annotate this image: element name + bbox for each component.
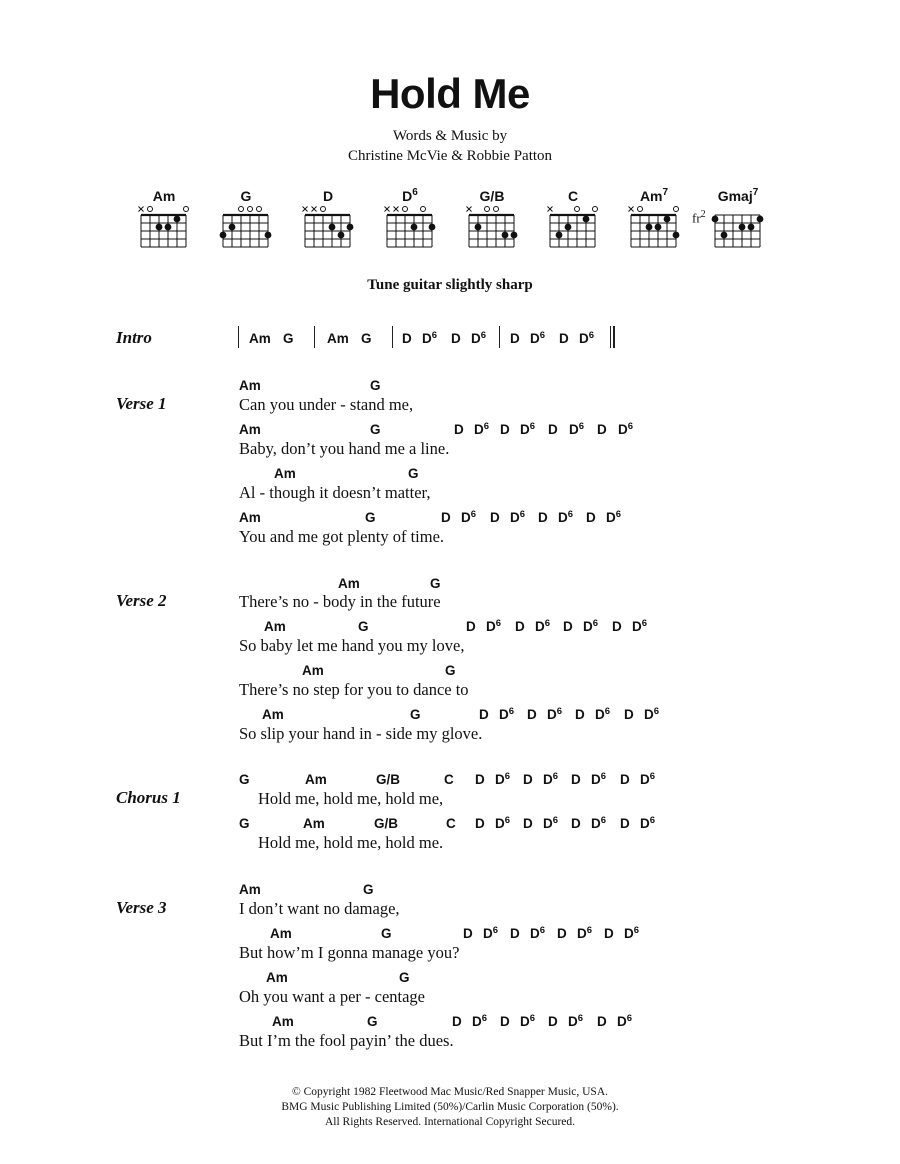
- finger-dot: [429, 224, 436, 231]
- chord-diagram-am7: [624, 188, 684, 250]
- bar-line: [392, 326, 393, 348]
- chord-symbol: $D^6$: [543, 771, 559, 787]
- chord-symbol: $D^6$: [461, 509, 477, 525]
- chord-symbol: $D^6$: [618, 421, 634, 437]
- chord-symbol: $D^6$: [644, 706, 660, 722]
- chord-symbol: D: [490, 510, 500, 525]
- chord-symbol: D: [500, 1014, 510, 1029]
- chord-diagram-name: Am: [152, 188, 176, 204]
- open-string-marker: [148, 207, 153, 212]
- chord-symbol: D: [402, 331, 412, 346]
- chord-symbol: $D^6$: [472, 1013, 488, 1029]
- lyric-line: There’s no - body in the future: [239, 592, 441, 611]
- chord-symbol: Am: [270, 926, 292, 941]
- section-label-chorus-1: Chorus 1: [116, 788, 181, 807]
- finger-dot: [739, 224, 746, 231]
- chord-symbol: D: [441, 510, 451, 525]
- chord-symbol: $D^6$: [624, 925, 640, 941]
- chord-grid-icon: [624, 188, 684, 250]
- chord-symbol: $D^6$: [595, 706, 611, 722]
- open-string-marker: [257, 207, 262, 212]
- lyric-line: Hold me, hold me, hold me,: [258, 789, 444, 808]
- song-title: Hold Me: [370, 70, 530, 117]
- chord-symbol: D: [523, 772, 533, 787]
- chord-symbol: D: [557, 926, 567, 941]
- finger-dot: [565, 224, 572, 231]
- chord-symbol: $D^6$: [558, 509, 574, 525]
- chord-symbol: $D^6$: [577, 925, 593, 941]
- finger-dot: [712, 216, 719, 223]
- bar-line: [238, 326, 239, 348]
- chord-grid-icon: [298, 188, 358, 250]
- chord-symbol: D: [571, 772, 581, 787]
- fret-position-label: $fr^2$: [692, 209, 706, 226]
- chord-symbol: D: [527, 707, 537, 722]
- chord-symbol: G: [365, 510, 376, 525]
- chord-diagram-d6: [380, 188, 440, 250]
- finger-dot: [475, 224, 482, 231]
- section-label-verse-1: Verse 1: [116, 394, 167, 413]
- chord-diagram-name: Am$^7$: [639, 187, 669, 204]
- chord-symbol: Am: [239, 378, 261, 393]
- finger-dot: [156, 224, 163, 231]
- chord-symbol: Am: [303, 816, 325, 831]
- open-string-marker: [575, 207, 580, 212]
- lyric-line: But I’m the fool payin’ the dues.: [239, 1031, 454, 1050]
- chord-symbol: D: [624, 707, 634, 722]
- chord-symbol: $D^6$: [520, 421, 536, 437]
- lyric-line: Al - though it doesn’t matter,: [239, 483, 431, 502]
- chord-symbol: $D^6$: [495, 771, 511, 787]
- section-label-verse-2: Verse 2: [116, 591, 167, 610]
- chord-symbol: G: [283, 331, 294, 346]
- chord-diagram-name: D: [322, 188, 334, 204]
- chord-symbol: D: [510, 331, 520, 346]
- open-string-marker: [321, 207, 326, 212]
- finger-dot: [338, 232, 345, 239]
- chord-symbol: $D^6$: [520, 1013, 536, 1029]
- credit-names: Christine McVie & Robbie Patton: [347, 148, 553, 164]
- finger-dot: [673, 232, 680, 239]
- finger-dot: [721, 232, 728, 239]
- chord-symbol: D: [586, 510, 596, 525]
- chord-symbol: Am: [274, 466, 296, 481]
- finger-dot: [165, 224, 172, 231]
- chord-grid-icon: [543, 188, 603, 250]
- chord-diagram-name: Gmaj$^7$: [717, 187, 759, 204]
- chord-symbol: $D^6$: [591, 815, 607, 831]
- finger-dot: [664, 216, 671, 223]
- lyric-line: Baby, don’t you hand me a line.: [239, 439, 450, 458]
- chord-symbol: D: [620, 816, 630, 831]
- final-bar-line: [610, 326, 615, 348]
- copyright-line-3: All Rights Reserved. International Copyright Secured.: [324, 1116, 576, 1128]
- chord-grid-icon: [380, 188, 440, 250]
- chord-symbol: $D^6$: [471, 330, 487, 346]
- lyric-line: So slip your hand in - side my glove.: [239, 724, 483, 743]
- tuning-note: Tune guitar slightly sharp: [367, 277, 533, 293]
- finger-dot: [748, 224, 755, 231]
- chord-symbol: Am: [264, 619, 286, 634]
- chord-symbol: G: [370, 378, 381, 393]
- chord-symbol: D: [575, 707, 585, 722]
- chord-symbol: $D^6$: [640, 815, 656, 831]
- chord-diagram-c: [543, 188, 603, 250]
- finger-dot: [229, 224, 236, 231]
- chord-symbol: $D^6$: [530, 330, 546, 346]
- chord-symbol: Am: [327, 331, 349, 346]
- chord-grid-icon: [216, 188, 276, 250]
- finger-dot: [174, 216, 181, 223]
- copyright-line-2: BMG Music Publishing Limited (50%)/Carlin Music Corporation (50%).: [281, 1101, 619, 1113]
- copyright-line-1: © Copyright 1982 Fleetwood Mac Music/Red Snapper Music, USA.: [291, 1086, 609, 1098]
- open-string-marker: [239, 207, 244, 212]
- finger-dot: [220, 232, 227, 239]
- section-label-intro: Intro: [116, 328, 152, 347]
- chord-symbol: D: [597, 422, 607, 437]
- chord-symbol: D: [466, 619, 476, 634]
- chord-symbol: $D^6$: [591, 771, 607, 787]
- chord-symbol: Am: [239, 510, 261, 525]
- finger-dot: [655, 224, 662, 231]
- chord-symbol: $D^6$: [569, 421, 585, 437]
- chord-symbol: C: [446, 816, 456, 831]
- chord-symbol: Am: [249, 331, 271, 346]
- chord-diagram-name: G: [240, 188, 252, 204]
- open-string-marker: [403, 207, 408, 212]
- chord-symbol: $D^6$: [486, 618, 502, 634]
- chord-diagram-d: [298, 188, 358, 250]
- chord-symbol: D: [538, 510, 548, 525]
- chord-diagram-name: C: [567, 188, 579, 204]
- chord-symbol: D: [475, 772, 485, 787]
- chord-symbol: $D^6$: [510, 509, 526, 525]
- chord-symbol: $D^6$: [535, 618, 551, 634]
- chord-symbol: G/B: [376, 772, 401, 787]
- finger-dot: [329, 224, 336, 231]
- finger-dot: [502, 232, 509, 239]
- lyric-line: I don’t want no damage,: [239, 899, 400, 918]
- chord-symbol: $D^6$: [474, 421, 490, 437]
- chord-symbol: D: [452, 1014, 462, 1029]
- chord-symbol: Am: [239, 882, 261, 897]
- lyric-line: There’s no step for you to dance to: [239, 680, 469, 699]
- chord-symbol: D: [479, 707, 489, 722]
- chord-symbol: D: [620, 772, 630, 787]
- chord-symbol: Am: [338, 576, 360, 591]
- finger-dot: [347, 224, 354, 231]
- chord-diagram-gb: [462, 188, 522, 250]
- chord-symbol: $D^6$: [547, 706, 563, 722]
- chord-symbol: D: [475, 816, 485, 831]
- chord-symbol: D: [563, 619, 573, 634]
- chord-symbol: G: [410, 707, 421, 722]
- chord-symbol: G: [358, 619, 369, 634]
- chord-symbol: G: [408, 466, 419, 481]
- chord-symbol: $D^6$: [530, 925, 546, 941]
- chord-symbol: Am: [305, 772, 327, 787]
- chord-symbol: $D^6$: [495, 815, 511, 831]
- open-string-marker: [674, 207, 679, 212]
- chord-symbol: $D^6$: [568, 1013, 584, 1029]
- chord-symbol: G: [370, 422, 381, 437]
- chord-symbol: D: [612, 619, 622, 634]
- chord-symbol: G: [361, 331, 372, 346]
- open-string-marker: [638, 207, 643, 212]
- chord-symbol: G: [239, 772, 250, 787]
- open-string-marker: [494, 207, 499, 212]
- finger-dot: [583, 216, 590, 223]
- chord-symbol: $D^6$: [583, 618, 599, 634]
- chord-symbol: $D^6$: [543, 815, 559, 831]
- chord-diagram-gmaj7: [708, 188, 768, 250]
- open-string-marker: [421, 207, 426, 212]
- chord-symbol: D: [510, 926, 520, 941]
- open-string-marker: [485, 207, 490, 212]
- chord-symbol: $D^6$: [579, 330, 595, 346]
- chord-symbol: D: [548, 1014, 558, 1029]
- chord-symbol: D: [451, 331, 461, 346]
- chord-symbol: D: [523, 816, 533, 831]
- open-string-marker: [184, 207, 189, 212]
- chord-grid-icon: [462, 188, 522, 250]
- finger-dot: [646, 224, 653, 231]
- chord-symbol: G/B: [374, 816, 399, 831]
- chord-symbol: D: [515, 619, 525, 634]
- chord-symbol: D: [559, 331, 569, 346]
- chord-symbol: Am: [262, 707, 284, 722]
- chord-symbol: $D^6$: [422, 330, 438, 346]
- chord-symbol: D: [500, 422, 510, 437]
- chord-symbol: $D^6$: [499, 706, 515, 722]
- section-label-verse-3: Verse 3: [116, 898, 167, 917]
- lyric-line: Oh you want a per - centage: [239, 987, 426, 1006]
- chord-symbol: $D^6$: [606, 509, 622, 525]
- chord-symbol: G: [430, 576, 441, 591]
- chord-symbol: Am: [272, 1014, 294, 1029]
- chord-symbol: D: [604, 926, 614, 941]
- chord-symbol: Am: [239, 422, 261, 437]
- bar-line: [499, 326, 500, 348]
- lyric-line: You and me got plenty of time.: [239, 527, 445, 546]
- open-string-marker: [593, 207, 598, 212]
- chord-diagram-name: $D^6$: [402, 187, 418, 204]
- chord-symbol: $D^6$: [617, 1013, 633, 1029]
- chord-symbol: G: [239, 816, 250, 831]
- chord-diagram-am: [134, 188, 194, 250]
- finger-dot: [556, 232, 563, 239]
- lyric-line: Hold me, hold me, hold me.: [258, 833, 444, 852]
- finger-dot: [265, 232, 272, 239]
- chord-symbol: Am: [266, 970, 288, 985]
- chord-symbol: D: [597, 1014, 607, 1029]
- finger-dot: [411, 224, 418, 231]
- chord-symbol: G: [367, 1014, 378, 1029]
- chord-symbol: G: [381, 926, 392, 941]
- finger-dot: [511, 232, 518, 239]
- chord-symbol: D: [571, 816, 581, 831]
- credit-label: Words & Music by: [392, 128, 508, 144]
- lyric-line: Can you under - stand me,: [239, 395, 414, 414]
- lyric-line: So baby let me hand you my love,: [239, 636, 465, 655]
- chord-symbol: D: [548, 422, 558, 437]
- chord-grid-icon: [708, 188, 768, 250]
- chord-symbol: $D^6$: [632, 618, 648, 634]
- chord-symbol: D: [463, 926, 473, 941]
- open-string-marker: [248, 207, 253, 212]
- lyric-line: But how’m I gonna manage you?: [239, 943, 460, 962]
- chord-symbol: G: [363, 882, 374, 897]
- chord-diagram-g: [216, 188, 276, 250]
- bar-line: [314, 326, 315, 348]
- chord-symbol: D: [454, 422, 464, 437]
- chord-grid-icon: [134, 188, 194, 250]
- chord-symbol: G: [399, 970, 410, 985]
- finger-dot: [757, 216, 764, 223]
- chord-symbol: G: [445, 663, 456, 678]
- chord-symbol: Am: [302, 663, 324, 678]
- chord-symbol: C: [444, 772, 454, 787]
- chord-symbol: $D^6$: [483, 925, 499, 941]
- chord-diagram-name: G/B: [479, 188, 505, 204]
- chord-symbol: $D^6$: [640, 771, 656, 787]
